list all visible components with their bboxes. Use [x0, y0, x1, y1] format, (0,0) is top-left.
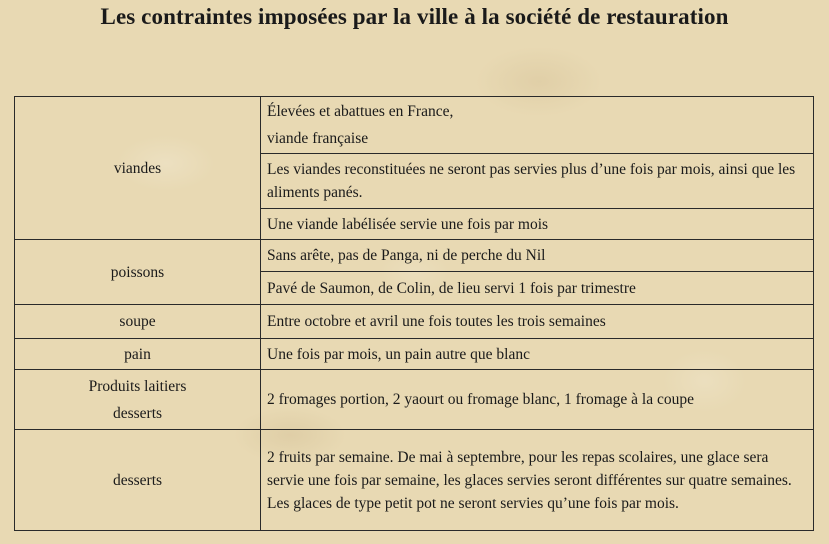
category-cell: soupe: [15, 305, 261, 339]
category-cell: poissons: [15, 240, 261, 305]
constraint-cell: Sans arête, pas de Panga, ni de perche du Nil: [261, 240, 814, 272]
constraint-cell: [261, 97, 814, 154]
constraint-cell: [261, 430, 814, 531]
table-row: [15, 305, 814, 339]
table-row: [15, 370, 814, 430]
category-cell: viandes: [15, 97, 261, 240]
category-line: desserts: [112, 404, 163, 422]
constraint-cell: Une viande labélisée servie une fois par mois: [261, 209, 814, 240]
category-cell: pain: [15, 339, 261, 370]
page-title: Les contraintes imposées par la ville à la société de restauration: [100, 4, 729, 29]
table-row: [15, 97, 814, 154]
constraint-cell: 2 fromages portion, 2 yaourt ou fromage blanc, 1 fromage à la coupe: [261, 370, 814, 430]
constraint-line: Élevées et abattues en France,: [267, 103, 454, 120]
constraint-cell: Pavé de Saumon, de Colin, de lieu servi 1 fois par trimestre: [261, 272, 814, 305]
constraint-cell: Une fois par mois, un pain autre que blanc: [261, 339, 814, 370]
table-row: [15, 240, 814, 272]
constraint-text: 2 fruits par semaine. De mai à septembre, pour les repas scolaires, une glace sera servie une fois par semaine, les glaces servies seront différentes sur quatre semaines.: [267, 448, 792, 489]
constraints-table: [14, 96, 814, 531]
table-row: [15, 430, 814, 531]
category-line: Produits laitiers: [88, 377, 187, 395]
category-cell: desserts: [15, 430, 261, 531]
constraint-line: viande française: [267, 130, 369, 147]
constraint-text: Les glaces de type petit pot ne seront servies qu’une fois par mois.: [267, 494, 679, 512]
constraint-cell: Entre octobre et avril une fois toutes les trois semaines: [261, 305, 814, 339]
table-row: [15, 339, 814, 370]
category-cell: [15, 370, 261, 430]
constraint-cell: Les viandes reconstituées ne seront pas servies plus d’une fois par mois, ainsi que les aliments panés.: [261, 154, 814, 209]
